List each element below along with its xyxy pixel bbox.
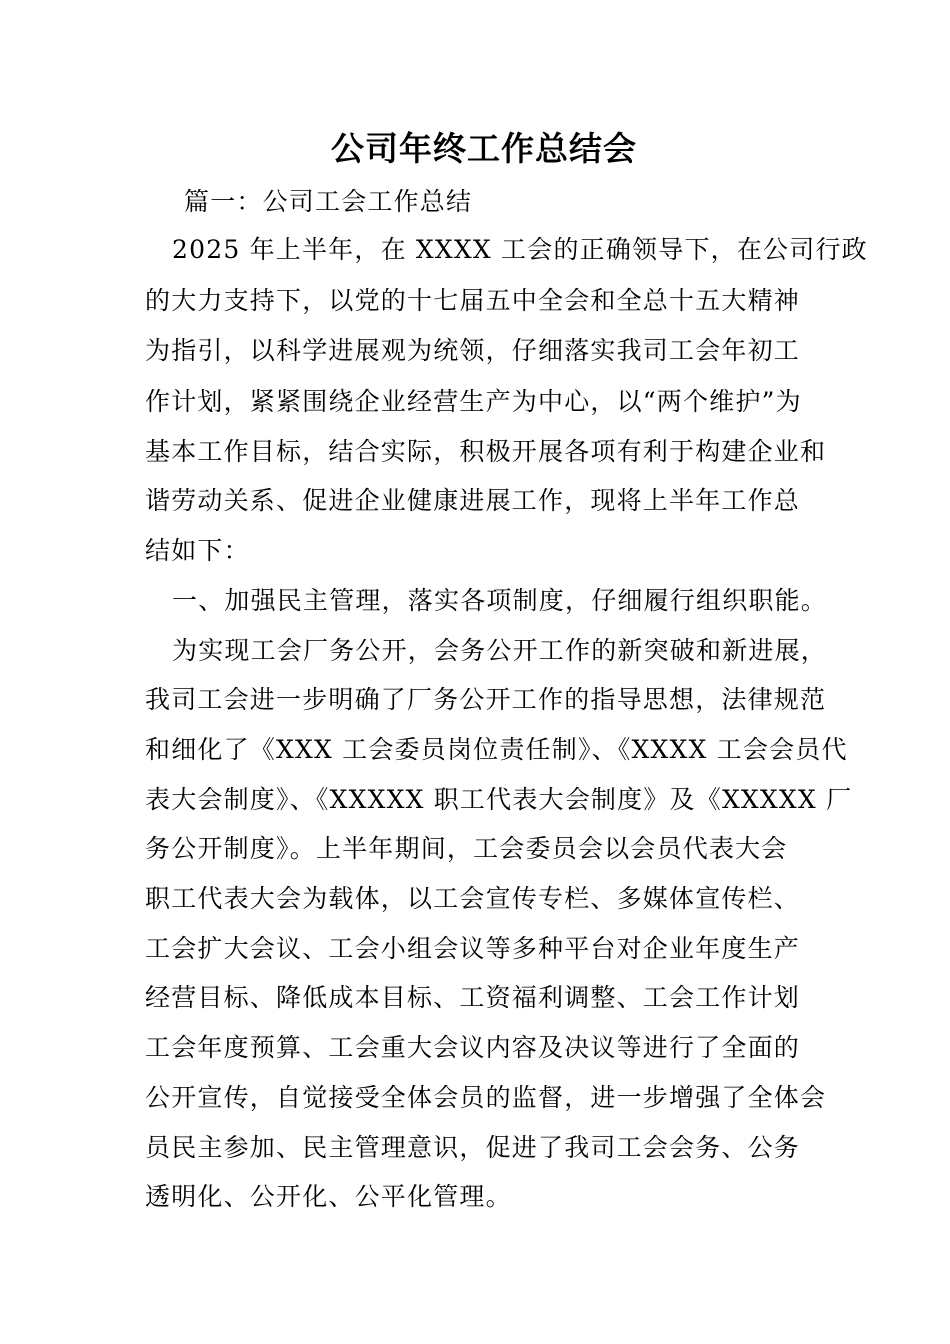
paragraph-line: 为指引，以科学进展观为统领，仔细落实我司工会年初工 [145, 336, 801, 365]
paragraph-line: 务公开制度》。上半年期间，工会委员会以会员代表大会 [145, 834, 788, 863]
paragraph-line: 工会年度预算、工会重大会议内容及决议等进行了全面的 [145, 1033, 801, 1062]
paragraph-line: 公开宣传，自觉接受全体会员的监督，进一步增强了全体会 [145, 1083, 827, 1112]
paragraph-line: 谐劳动关系、促进企业健康进展工作，现将上半年工作总 [145, 486, 801, 515]
paragraph-line: 和细化了《XXX 工会委员岗位责任制》、《XXXX 工会会员代 [145, 735, 848, 764]
paragraph-line: 结如下： [145, 536, 250, 565]
section-heading: 一、加强民主管理，落实各项制度，仔细履行组织职能。 [172, 586, 828, 615]
paragraph-line: 的大力支持下，以党的十七届五中全会和全总十五大精神 [145, 286, 801, 315]
paragraph-line: 为实现工会厂务公开，会务公开工作的新突破和新进展， [172, 636, 828, 665]
paragraph-line: 作计划，紧紧围绕企业经营生产为中心，以“两个维护”为 [145, 387, 802, 416]
paragraph-line: 基本工作目标，结合实际，积极开展各项有利于构建企业和 [145, 437, 827, 466]
paragraph-line: 2025 年上半年，在 XXXX 工会的正确领导下，在公司行政 [172, 235, 868, 264]
paragraph-line: 我司工会进一步明确了厂务公开工作的指导思想，法律规范 [145, 685, 827, 714]
paragraph-line: 职工代表大会为载体，以工会宣传专栏、多媒体宣传栏、 [145, 884, 801, 913]
document-title: 公司年终工作总结会 [331, 129, 637, 168]
paragraph-line: 表大会制度》、《XXXXX 职工代表大会制度》及《XXXXX 厂 [145, 785, 853, 814]
section-subtitle: 篇一：公司工会工作总结 [184, 187, 473, 216]
paragraph-line: 员民主参加、民主管理意识，促进了我司工会会务、公务 [145, 1133, 801, 1162]
paragraph-line: 工会扩大会议、工会小组会议等多种平台对企业年度生产 [145, 934, 801, 963]
paragraph-line: 透明化、公开化、公平化管理。 [145, 1182, 512, 1211]
paragraph-line: 经营目标、降低成本目标、工资福利调整、工会工作计划 [145, 983, 801, 1012]
